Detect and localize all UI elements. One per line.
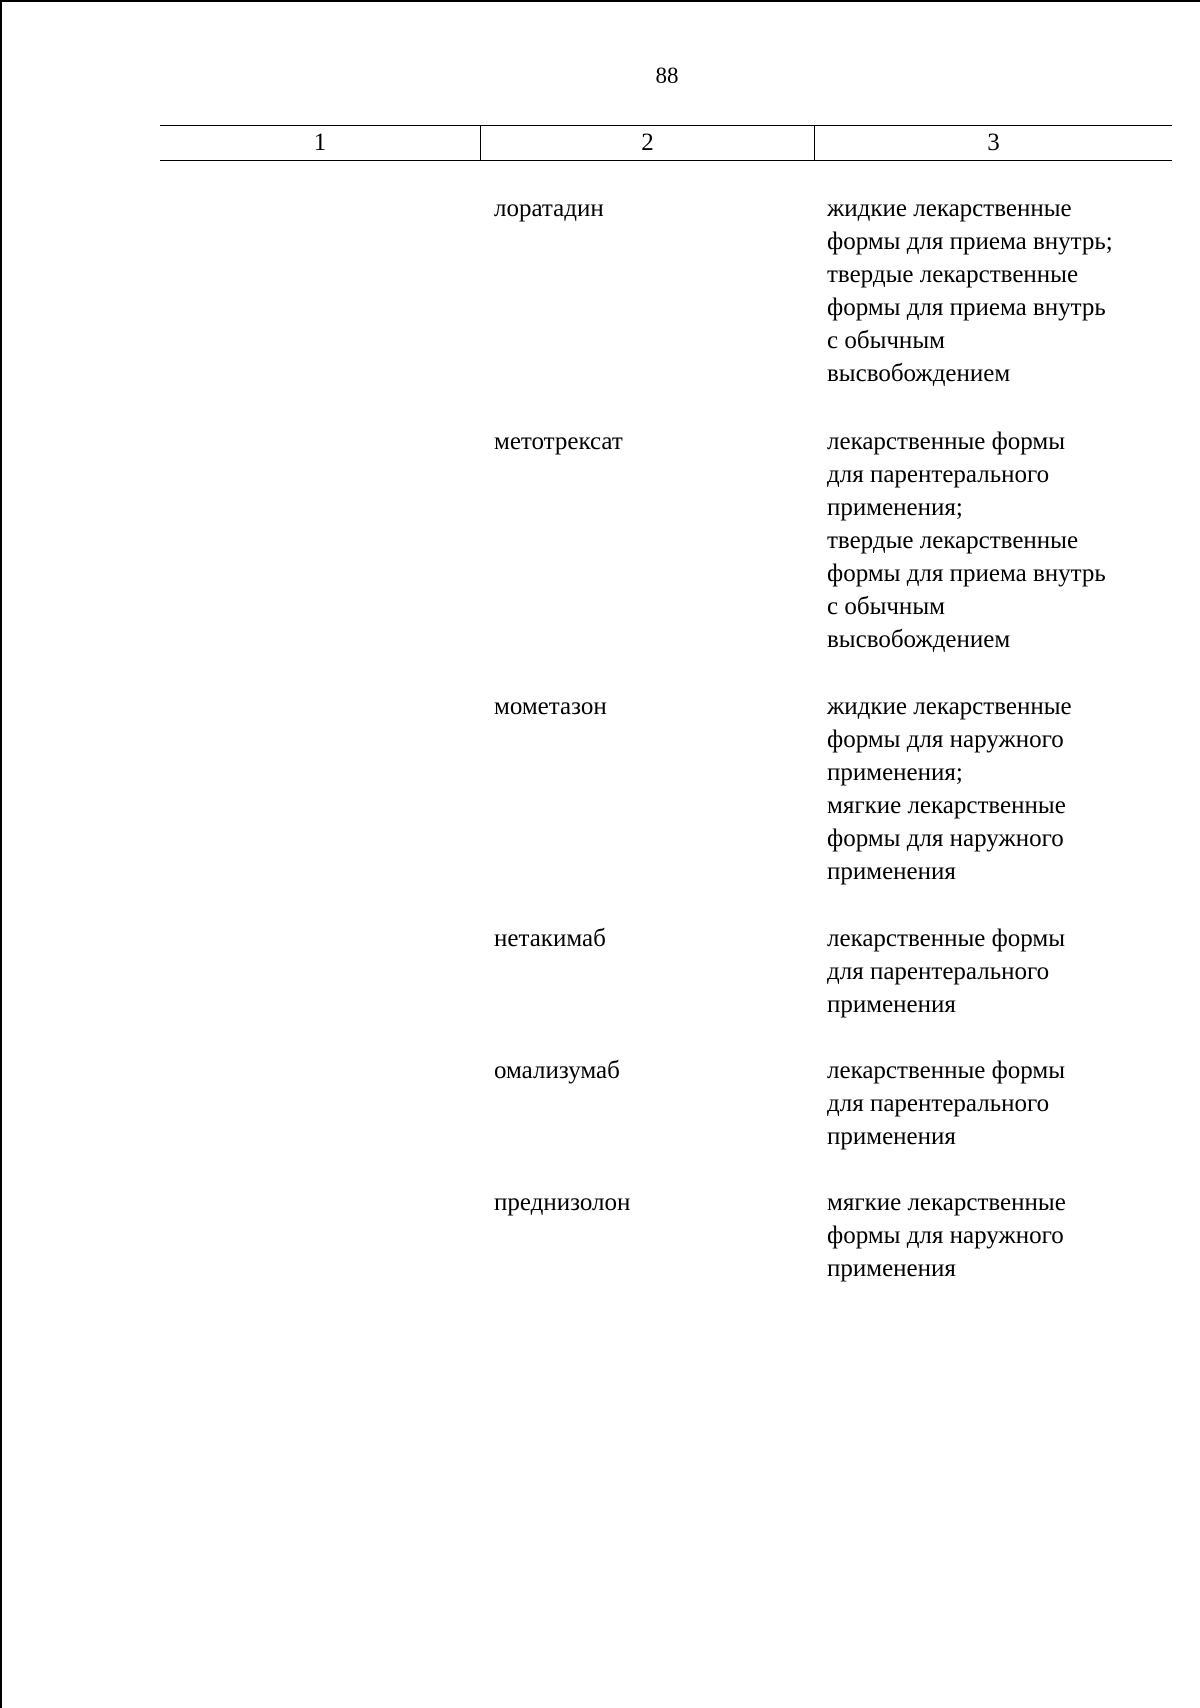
- table-header-col-2: 2: [481, 126, 815, 160]
- drug-name: омализумаб: [494, 1057, 620, 1084]
- dosage-form-line: высвобождением: [827, 626, 1011, 653]
- dosage-form-line: формы для приема внутрь: [827, 560, 1106, 587]
- dosage-form-line: применения;: [827, 759, 963, 786]
- dosage-forms: [827, 192, 1172, 390]
- table-header-col-3: 3: [987, 129, 1000, 156]
- drug-name: метотрексат: [494, 428, 623, 455]
- dosage-forms: [827, 425, 1172, 656]
- dosage-form-line: лекарственные формы: [827, 428, 1066, 455]
- dosage-form-line: высвобождением: [827, 360, 1011, 387]
- dosage-forms: [827, 690, 1172, 888]
- dosage-form-line: формы для приема внутрь: [827, 294, 1106, 321]
- dosage-form-line: формы для наружного: [827, 825, 1064, 852]
- dosage-form-line: мягкие лекарственные: [827, 1189, 1066, 1216]
- dosage-form-line: применения: [827, 858, 956, 885]
- dosage-form-line: формы для приема внутрь;: [827, 228, 1113, 255]
- dosage-form-line: твердые лекарственные: [827, 261, 1079, 288]
- dosage-form-line: формы для наружного: [827, 1222, 1064, 1249]
- dosage-form-line: твердые лекарственные: [827, 527, 1079, 554]
- dosage-form-line: лекарственные формы: [827, 925, 1066, 952]
- dosage-form-line: применения: [827, 1255, 956, 1282]
- dosage-form-line: для парентерального: [827, 461, 1050, 488]
- dosage-form-line: применения: [827, 1123, 956, 1150]
- dosage-form-line: применения: [827, 991, 956, 1018]
- table-header-col-1: 1: [160, 126, 481, 160]
- dosage-form-line: применения;: [827, 494, 963, 521]
- dosage-form-line: с обычным: [827, 593, 945, 620]
- dosage-form-line: с обычным: [827, 327, 945, 354]
- scan-edge-left: [0, 0, 2, 1708]
- dosage-form-line: жидкие лекарственные: [827, 693, 1072, 720]
- dosage-forms: [827, 1186, 1172, 1285]
- dosage-forms: [827, 922, 1172, 1021]
- drug-name: мометазон: [494, 693, 607, 720]
- dosage-form-line: для парентерального: [827, 958, 1050, 985]
- dosage-form-line: для парентерального: [827, 1090, 1050, 1117]
- drug-name: лоратадин: [494, 195, 604, 222]
- page-number: 88: [655, 63, 679, 88]
- dosage-forms: [827, 1054, 1172, 1153]
- table-header-row: [160, 125, 1172, 161]
- dosage-form-line: формы для наружного: [827, 726, 1064, 753]
- dosage-form-line: лекарственные формы: [827, 1057, 1066, 1084]
- dosage-form-line: мягкие лекарственные: [827, 792, 1066, 819]
- drug-name: преднизолон: [494, 1189, 631, 1216]
- scan-edge-top: [0, 0, 1200, 2]
- drug-name: нетакимаб: [494, 925, 606, 952]
- dosage-form-line: жидкие лекарственные: [827, 195, 1072, 222]
